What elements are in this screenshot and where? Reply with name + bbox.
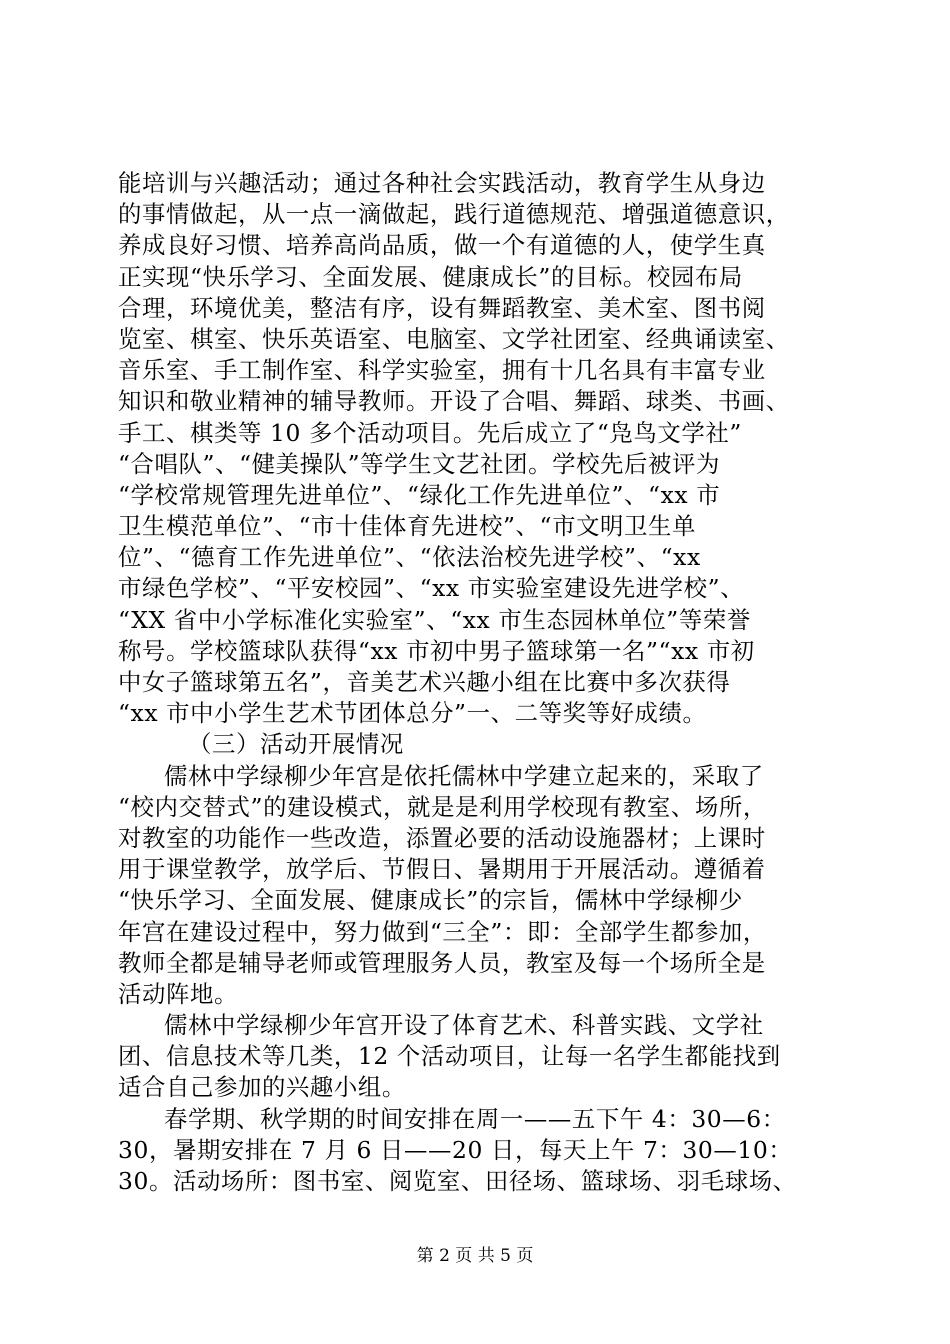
page-footer: [0, 1245, 950, 1267]
text-line: 30。活动场所：图书室、阅览室、田径场、篮球场、羽毛球场、: [118, 1167, 797, 1195]
text-line: 的事情做起，从一点一滴做起，践行道德规范、增强道德意识，: [118, 200, 790, 229]
text-line: “XX 省中小学标准化实验室”、“xx 市生态园林单位”等荣誉: [118, 605, 751, 634]
text-line: 音乐室、手工制作室、科学实验室，拥有十几名具有丰富专业: [118, 356, 766, 385]
text-line: 称号。学校篮球队获得“xx 市初中男子篮球第一名”“xx 市初: [118, 636, 755, 665]
text-line: 30，暑期安排在 7 月 6 日——20 日，每天上午 7：30—10：: [118, 1135, 793, 1164]
text-line: 教师全都是辅导老师或管理服务人员，教室及每一个场所全是: [118, 948, 766, 977]
text-line: 适合自己参加的兴趣小组。: [118, 1073, 406, 1102]
page-number-label: 第 2 页 共 5 页: [416, 1246, 534, 1266]
text-line: “学校常规管理先进单位”、“绿化工作先进单位”、“xx 市: [118, 480, 721, 509]
text-line: 手工、棋类等 10 多个活动项目。先后成立了“凫鸟文学社”: [118, 418, 742, 447]
text-line: 市绿色学校”、“平安校园”、“xx 市实验室建设先进学校”、: [118, 574, 745, 603]
text-line: 位”、“德育工作先进单位”、“依法治校先进学校”、“xx: [118, 543, 701, 572]
text-line: 儒林中学绿柳少年宫是依托儒林中学建立起来的，采取了: [164, 761, 764, 790]
text-line: “快乐学习、全面发展、健康成长”的宗旨，儒林中学绿柳少: [118, 886, 743, 915]
text-line: 合理，环境优美，整洁有序，设有舞蹈教室、美术室、图书阅: [118, 293, 766, 322]
text-line: 养成良好习惯、培养高尚品质，做一个有道德的人，使学生真: [118, 231, 766, 260]
text-line: 年宫在建设过程中，努力做到“三全”：即：全部学生都参加，: [118, 917, 767, 946]
text-line: 对教室的功能作一些改造，添置必要的活动设施器材；上课时: [118, 823, 766, 852]
text-line: 览室、棋室、快乐英语室、电脑室、文学社团室、经典诵读室、: [118, 324, 790, 353]
section-heading: （三）活动开展情况: [188, 730, 404, 759]
text-line: 儒林中学绿柳少年宫开设了体育艺术、科普实践、文学社: [164, 1011, 764, 1040]
text-line: 活动阵地。: [118, 979, 238, 1008]
text-line: 团、信息技术等几类，12 个活动项目，让每一名学生都能找到: [118, 1042, 781, 1071]
text-line: 春学期、秋学期的时间安排在周一——五下午 4：30—6：: [164, 1104, 786, 1133]
text-line: 中女子篮球第五名”，音美艺术兴趣小组在比赛中多次获得: [118, 668, 731, 696]
text-line: 知识和敬业精神的辅导教师。开设了合唱、舞蹈、球类、书画、: [118, 387, 790, 416]
text-line: 正实现“快乐学习、全面发展、健康成长”的目标。校园布局: [118, 262, 743, 291]
text-line: “合唱队”、“健美操队”等学生文艺社团。学校先后被评为: [118, 449, 721, 478]
text-line: 能培训与兴趣活动；通过各种社会实践活动，教育学生从身边: [118, 169, 766, 197]
document-body: [118, 168, 838, 1197]
text-line: 用于课堂教学，放学后、节假日、暑期用于开展活动。遵循着: [118, 855, 766, 884]
text-line: “xx 市中小学生艺术节团体总分”一、二等奖等好成绩。: [118, 699, 707, 728]
text-line: “校内交替式”的建设模式，就是是利用学校现有教室、场所，: [118, 792, 767, 821]
text-line: 卫生模范单位”、“市十佳体育先进校”、“市文明卫生单: [118, 512, 697, 541]
